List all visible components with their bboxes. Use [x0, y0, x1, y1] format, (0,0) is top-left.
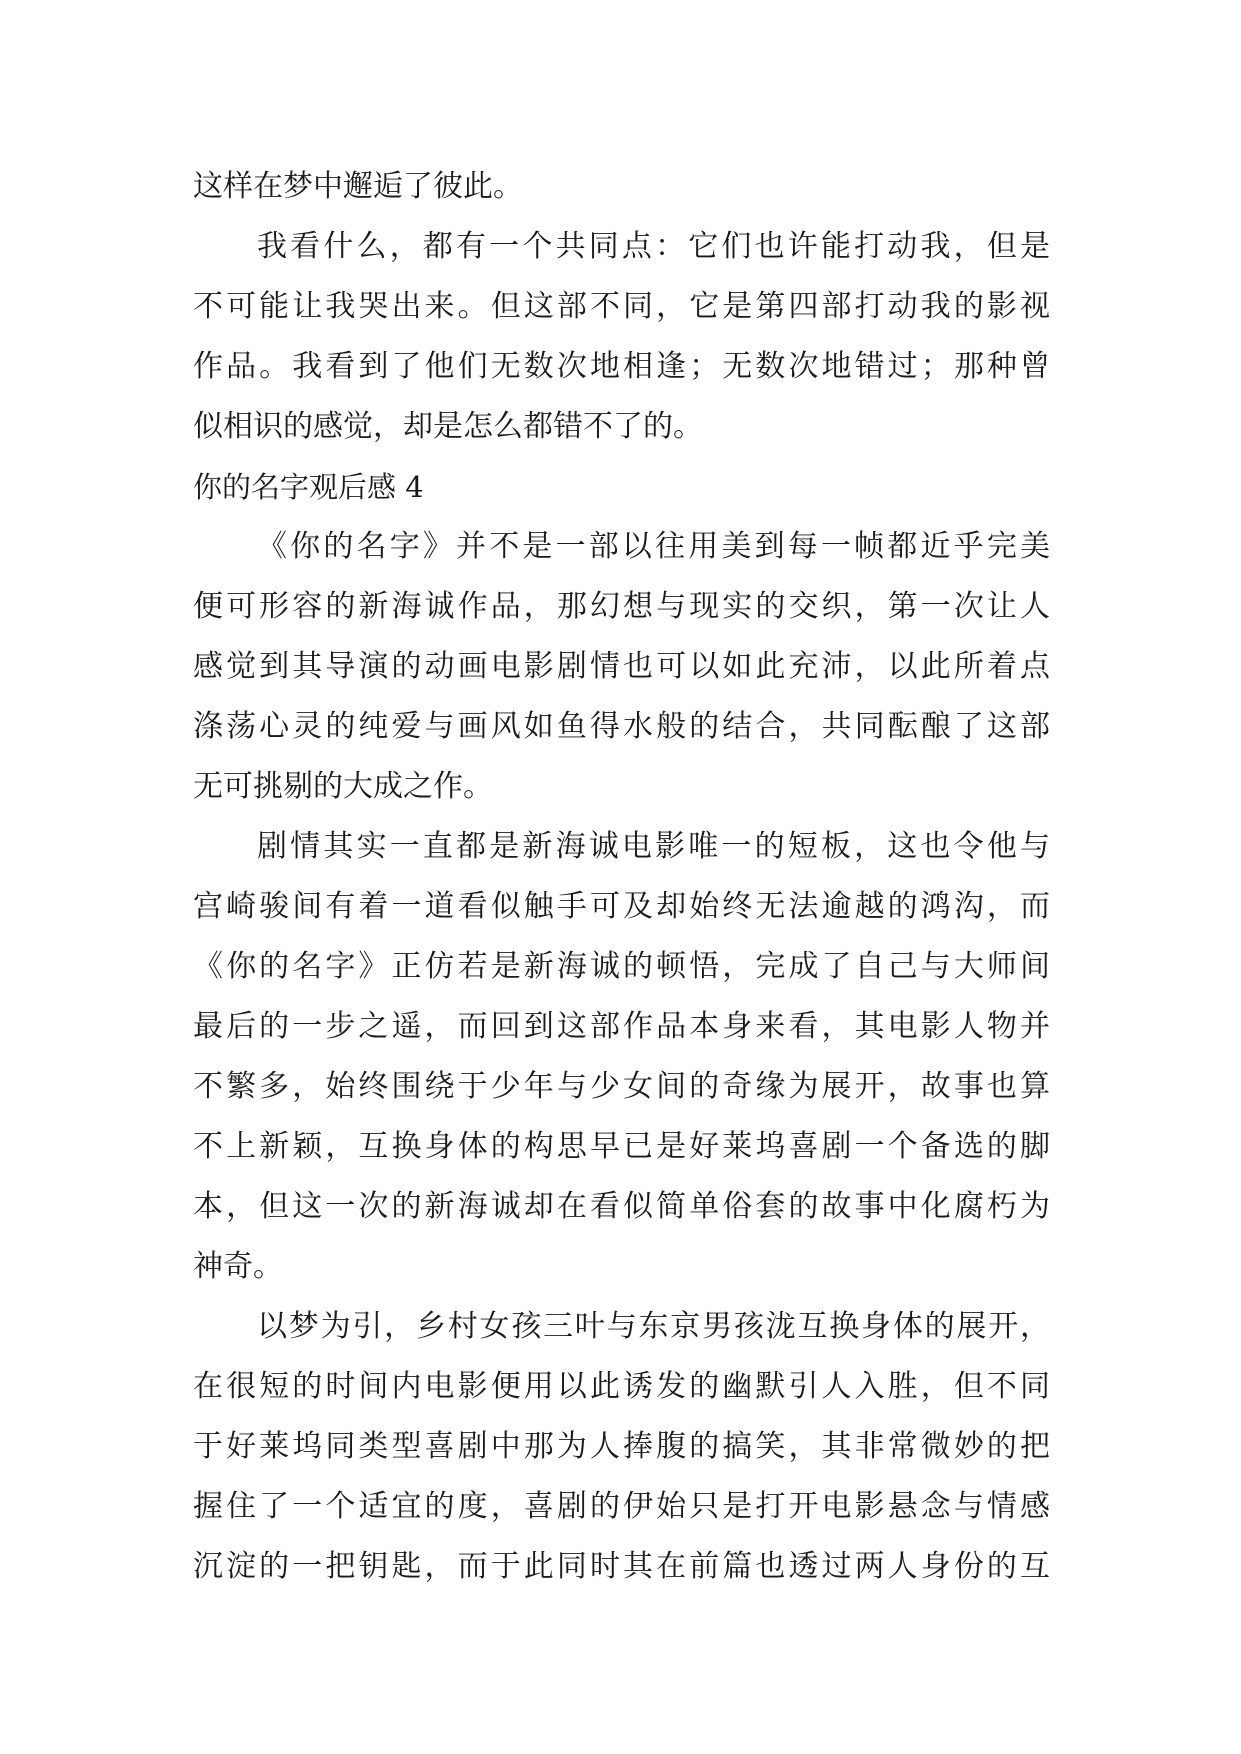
text-line: 沉淀的一把钥匙，而于此同时其在前篇也透过两人身份的互 [193, 1549, 1050, 1584]
text-line: 我看什么，都有一个共同点：它们也许能打动我，但是 [257, 229, 1050, 264]
text-line: 神奇。 [193, 1249, 283, 1284]
paragraph [193, 817, 1050, 1297]
text-line: 无可挑剔的大成之作。 [193, 769, 493, 804]
text-line: 握住了一个适宜的度，喜剧的伊始只是打开电影悬念与情感 [193, 1489, 1050, 1524]
document-page [193, 157, 1050, 1597]
text-line: 不可能让我哭出来。但这部不同，它是第四部打动我的影视 [193, 289, 1050, 324]
text-line: 最后的一步之遥，而回到这部作品本身来看，其电影人物并 [193, 1009, 1050, 1044]
text-line: 在很短的时间内电影便用以此诱发的幽默引人入胜，但不同 [193, 1369, 1050, 1404]
text-line: 不繁多，始终围绕于少年与少女间的奇缘为展开，故事也算 [193, 1069, 1050, 1104]
text-line: 涤荡心灵的纯爱与画风如鱼得水般的结合，共同酝酿了这部 [193, 709, 1050, 744]
paragraph [193, 517, 1050, 817]
text-line: 于好莱坞同类型喜剧中那为人捧腹的搞笑，其非常微妙的把 [193, 1429, 1050, 1464]
text-line: 不上新颖，互换身体的构思早已是好莱坞喜剧一个备选的脚 [193, 1129, 1050, 1164]
paragraph [193, 157, 1050, 217]
text-line: 剧情其实一直都是新海诚电影唯一的短板，这也令他与 [257, 829, 1050, 864]
text-line: 感觉到其导演的动画电影剧情也可以如此充沛，以此所着点 [193, 649, 1050, 684]
text-line: 便可形容的新海诚作品，那幻想与现实的交织，第一次让人 [193, 589, 1050, 624]
text-line: 《你的名字》正仿若是新海诚的顿悟，完成了自己与大师间 [193, 949, 1050, 984]
text-line: 似相识的感觉，却是怎么都错不了的。 [193, 409, 703, 444]
paragraph [193, 1297, 1050, 1597]
text-line: 本，但这一次的新海诚却在看似简单俗套的故事中化腐朽为 [193, 1189, 1050, 1224]
text-line: 宫崎骏间有着一道看似触手可及却始终无法逾越的鸿沟，而 [193, 889, 1050, 924]
section-title [193, 457, 1050, 517]
text-line: 《你的名字》并不是一部以往用美到每一帧都近乎完美 [257, 529, 1050, 564]
text-line: 作品。我看到了他们无数次地相逢；无数次地错过；那种曾 [193, 349, 1050, 384]
title-text: 你的名字观后感 4 [193, 470, 424, 504]
text-line: 这样在梦中邂逅了彼此。 [193, 169, 523, 204]
text-line: 以梦为引，乡村女孩三叶与东京男孩泷互换身体的展开， [257, 1309, 1050, 1344]
paragraph [193, 217, 1050, 457]
